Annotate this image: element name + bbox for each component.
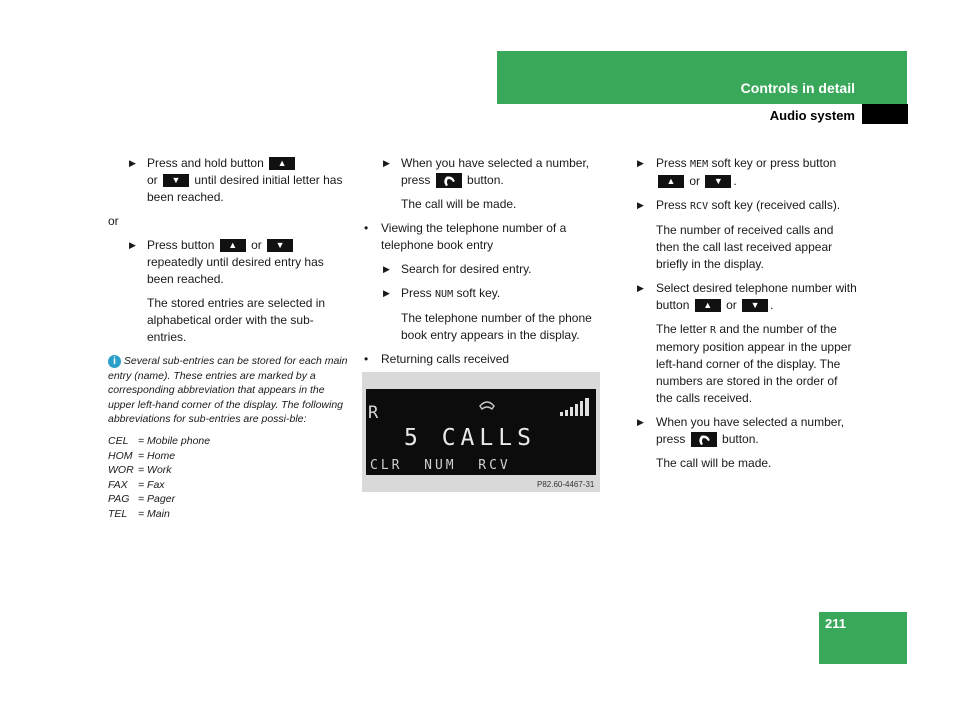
up-button-icon: ▲ [269, 157, 295, 170]
step-text: Press and hold button [147, 156, 264, 170]
step-text: or [147, 173, 158, 187]
up-button-icon: ▲ [220, 239, 246, 252]
info-note [108, 354, 348, 427]
display-main-text: 5 CALLS [404, 425, 536, 451]
instruction-step: ▶ When you have selected a number, press button. [637, 415, 845, 446]
column-middle [362, 155, 602, 375]
step-text: until desired initial letter has been reached. [147, 173, 343, 204]
paragraph: The stored entries are selected in alphabetical order with the sub-entries. [147, 296, 326, 344]
figure-caption: P82.60-4467-31 [537, 480, 595, 489]
phone-call-button-icon [691, 432, 717, 447]
step-text: Press button [147, 238, 215, 252]
step-text: When you have selected a number, press [401, 156, 590, 187]
list-item: HOM = Home [108, 449, 176, 462]
instruction-step: ▶ Select desired telephone number with button ▲ or ▼ . [637, 281, 857, 312]
lcd-graphic [366, 389, 596, 475]
arrow-bullet-icon: ▶ [129, 158, 136, 168]
header-bar [497, 51, 907, 104]
handset-icon [480, 402, 494, 409]
display-softkeys-text: CLR NUM RCV [370, 458, 511, 473]
down-button-icon: ▼ [163, 174, 189, 187]
softkey-label: RCV [690, 201, 709, 212]
list-item: FAX = Fax [108, 478, 165, 491]
instruction-step: ▶ Press MEM soft key or press button ▲ or ▼ . [637, 156, 837, 188]
column-right [637, 155, 857, 479]
list-item: WOR = Work [108, 464, 172, 477]
step-text: repeatedly until desired entry has been reached. [147, 255, 324, 286]
step-text: Search for desired entry. [401, 262, 532, 276]
or-text: or [108, 214, 119, 228]
section-title: Controls in detail [740, 80, 855, 96]
arrow-bullet-icon: ▶ [637, 200, 644, 210]
display-corner-text: R [368, 403, 379, 423]
bullet-item: • Returning calls received [364, 352, 510, 366]
header-tab [862, 104, 908, 124]
page-number: 211 [825, 616, 846, 631]
instruction-step: ▶ Press RCV soft key (received calls). [637, 198, 841, 212]
instruction-step [108, 237, 348, 288]
paragraph: The letter R and the number of the memory position appear in the upper left-hand corner of the display. The numbers are stored in the order of the calls received. [656, 322, 852, 405]
up-button-icon: ▲ [695, 299, 721, 312]
list-item: PAG = Pager [108, 493, 176, 506]
arrow-bullet-icon: ▶ [637, 283, 644, 293]
lcd-display [366, 389, 596, 475]
instruction-step [108, 155, 348, 206]
paragraph: The telephone number of the phone book entry appears in the display. [401, 311, 592, 342]
bullet-item: • Viewing the telephone number of a telephone book entry [364, 221, 567, 252]
note-text: Several sub-entries can be stored for each main entry (name). These entries are marked by a corresponding abbreviation that appears in the upper left-hand corner of the display. The following abbreviations for sub-entries are possi-ble: [108, 355, 348, 426]
phone-call-button-icon [436, 173, 462, 188]
down-button-icon: ▼ [705, 175, 731, 188]
section-subtitle: Audio system [769, 108, 855, 123]
down-button-icon: ▼ [742, 299, 768, 312]
softkey-label: NUM [435, 289, 454, 300]
step-text: or [251, 238, 262, 252]
arrow-bullet-icon: ▶ [129, 240, 136, 250]
instruction-step [362, 155, 602, 189]
arrow-bullet-icon: ▶ [383, 158, 390, 168]
arrow-bullet-icon: ▶ [637, 417, 644, 427]
list-item: TEL = Main [108, 507, 170, 520]
arrow-bullet-icon: ▶ [383, 288, 390, 298]
softkey-label: MEM [690, 159, 709, 170]
abbreviation-list [108, 434, 348, 522]
info-icon: i [108, 355, 121, 368]
down-button-icon: ▼ [267, 239, 293, 252]
arrow-bullet-icon: ▶ [383, 264, 390, 274]
list-item: CEL = Mobile phone [108, 434, 211, 447]
paragraph: The call will be made. [656, 456, 772, 470]
up-button-icon: ▲ [658, 175, 684, 188]
instruction-step [362, 261, 602, 278]
display-letter: R [710, 325, 717, 336]
instruction-step: ▶ Press NUM soft key. [383, 286, 501, 300]
arrow-bullet-icon: ▶ [637, 158, 644, 168]
column-left [108, 155, 348, 522]
paragraph: The call will be made. [401, 197, 517, 211]
signal-strength-icon [560, 398, 589, 416]
step-text: button. [467, 173, 504, 187]
paragraph: The number of received calls and then the call last received appear briefly in the display. [656, 223, 834, 271]
